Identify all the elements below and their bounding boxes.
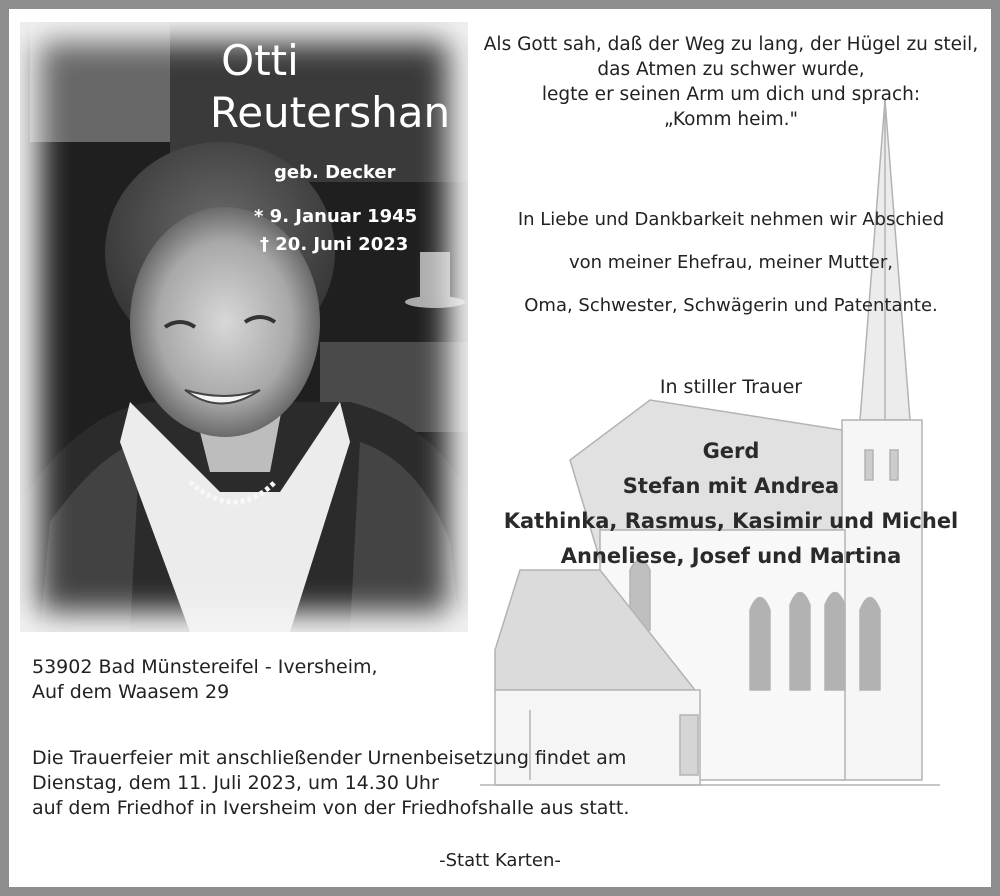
verse-line: das Atmen zu schwer wurde, — [597, 59, 865, 80]
family-member: Kathinka, Rasmus, Kasimir und Michel — [503, 509, 959, 533]
verse-line: „Komm heim." — [663, 109, 799, 130]
birth-date: * 9. Januar 1945 — [254, 206, 418, 227]
family-list — [470, 434, 992, 574]
verse-block — [470, 32, 992, 132]
service-info — [32, 746, 629, 821]
farewell-line: In Liebe und Dankbarkeit nehmen wir Abschied — [517, 209, 945, 230]
deceased-last-name: Reutershan — [209, 88, 451, 137]
footer-note: -Statt Karten- — [439, 850, 561, 871]
deceased-maiden-name: geb. Decker — [274, 162, 396, 183]
service-line: Dienstag, dem 11. Juli 2023, um 14.30 Uhr — [32, 772, 439, 794]
deceased-first-name: Otti — [221, 36, 299, 85]
mourning-label: In stiller Trauer — [659, 376, 803, 398]
family-member: Gerd — [702, 439, 760, 463]
address-block — [32, 655, 378, 705]
portrait-photo — [20, 22, 468, 632]
service-line: Die Trauerfeier mit anschließender Urnenbeisetzung findet am — [32, 747, 627, 769]
family-member: Anneliese, Josef und Martina — [560, 544, 902, 568]
address-line: 53902 Bad Münstereifel - Iversheim, — [32, 656, 378, 678]
address-line: Auf dem Waasem 29 — [32, 681, 230, 703]
verse-line: Als Gott sah, daß der Weg zu lang, der Hügel zu steil, — [483, 34, 979, 55]
farewell-line: Oma, Schwester, Schwägerin und Patentante. — [524, 295, 938, 316]
verse-line: legte er seinen Arm um dich und sprach: — [541, 84, 921, 105]
death-date: † 20. Juni 2023 — [260, 234, 409, 255]
farewell-line: von meiner Ehefrau, meiner Mutter, — [569, 252, 893, 273]
family-member: Stefan mit Andrea — [622, 474, 840, 498]
service-line: auf dem Friedhof in Iversheim von der Friedhofshalle aus statt. — [32, 797, 630, 819]
farewell-block — [470, 198, 992, 327]
